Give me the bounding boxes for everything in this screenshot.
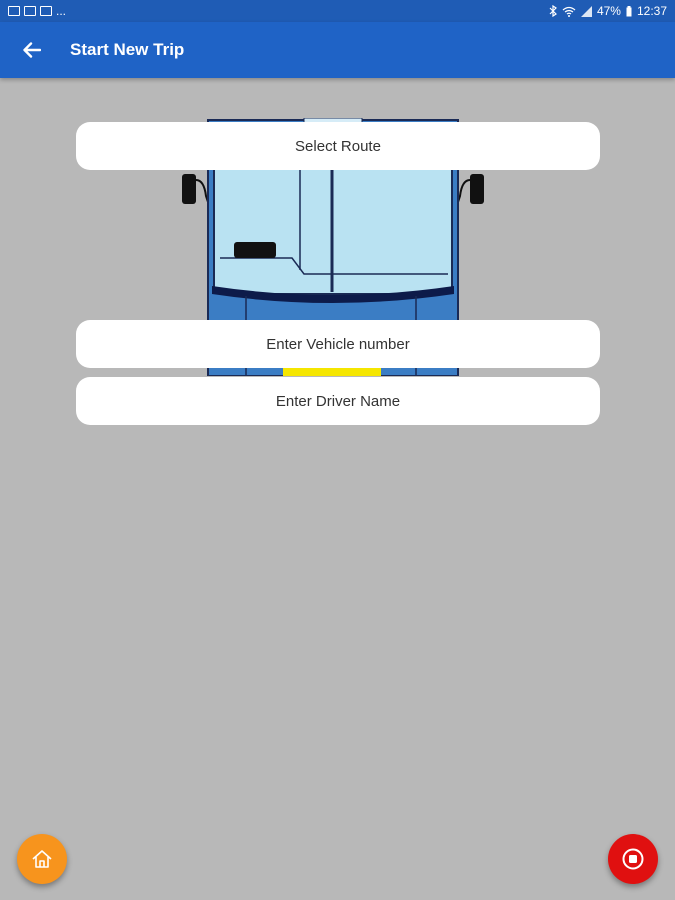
system-status — [549, 4, 667, 18]
wifi-icon — [562, 6, 576, 17]
driver-name-placeholder: Enter Driver Name — [275, 392, 401, 410]
battery-percentage: 47% — [596, 4, 621, 18]
home-button[interactable] — [17, 834, 67, 884]
driver-name-input[interactable] — [76, 377, 600, 425]
gallery-notification-icon — [40, 6, 52, 16]
main-content — [0, 78, 675, 900]
overflow-text: ... — [56, 4, 67, 18]
stop-button[interactable] — [608, 834, 658, 884]
stop-icon — [622, 848, 644, 870]
battery-icon — [626, 6, 632, 17]
app-bar — [0, 22, 675, 78]
select-route-label: Select Route — [295, 137, 381, 155]
vehicle-number-input[interactable] — [76, 320, 600, 368]
arrow-back-icon — [23, 42, 41, 58]
page-title: Start New Trip — [70, 40, 185, 59]
clock: 12:37 — [636, 4, 667, 18]
status-bar — [0, 0, 675, 22]
message-notification-icon — [24, 6, 36, 16]
bluetooth-icon — [549, 5, 557, 17]
vehicle-number-placeholder: Enter Vehicle number — [266, 335, 410, 353]
home-icon — [31, 849, 53, 869]
image-notification-icon — [8, 6, 20, 16]
signal-icon — [581, 6, 592, 17]
back-button[interactable] — [0, 22, 64, 78]
select-route-dropdown[interactable] — [76, 122, 600, 170]
notification-icons — [8, 4, 66, 18]
